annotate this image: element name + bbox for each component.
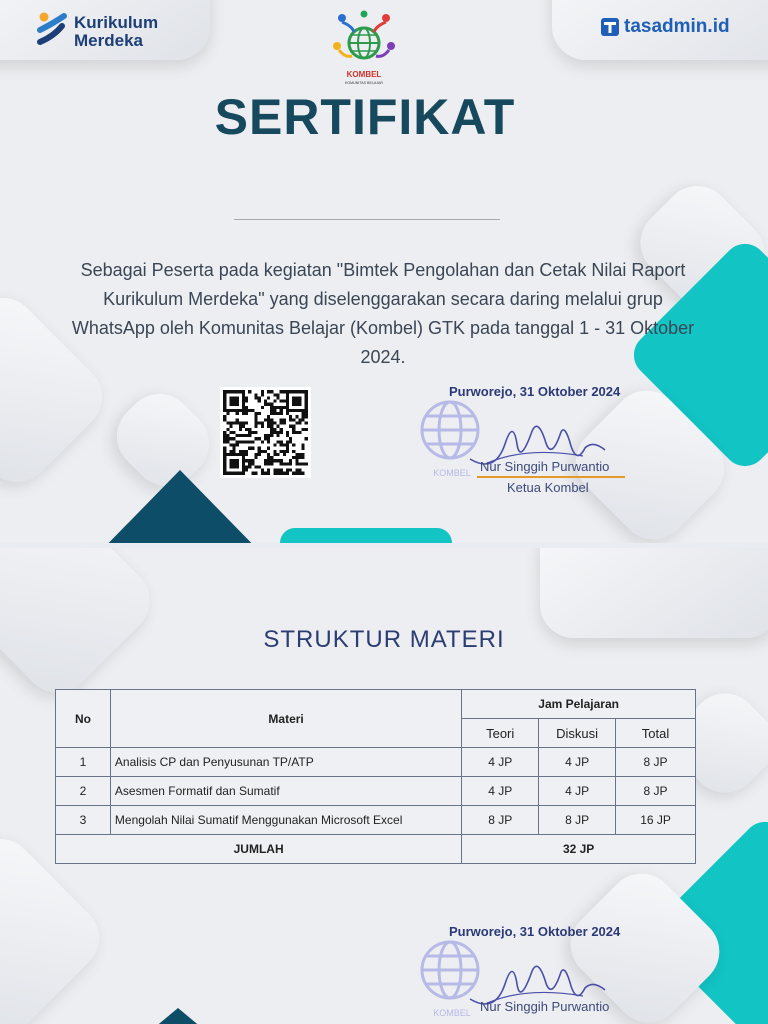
merdeka-text: Merdeka bbox=[74, 31, 143, 50]
cell-materi: Asesmen Formatif dan Sumatif bbox=[110, 777, 461, 806]
qr-code bbox=[220, 387, 311, 478]
certificate-body: Sebagai Peserta pada kegiatan "Bimtek Pengolahan dan Cetak Nilai Raport Kurikulum Merdeka" yang diselenggarakan secara daring melalui grup WhatsApp oleh Komunitas Belajar (Kombel) GTK pada tanggal 1 - 31 Oktober 2024. bbox=[71, 260, 695, 367]
signature-place-date: Purworejo, 31 Oktober 2024 bbox=[449, 924, 621, 939]
stamp-label: KOMBEL bbox=[433, 1008, 471, 1018]
tasadmin-icon bbox=[600, 17, 620, 37]
signer-role: Ketua Kombel bbox=[507, 480, 589, 495]
table-row bbox=[56, 777, 696, 806]
structure-title: STRUKTUR MATERI bbox=[263, 626, 505, 653]
decor-triangle-navy bbox=[92, 470, 268, 543]
cell-teori: 4 JP bbox=[462, 748, 539, 777]
table-row bbox=[56, 748, 696, 777]
signature-place-date: Purworejo, 31 Oktober 2024 bbox=[449, 384, 621, 399]
cell-no: 2 bbox=[56, 777, 111, 806]
cell-total: 8 JP bbox=[616, 777, 696, 806]
header-teori: Teori bbox=[462, 719, 539, 748]
jumlah-value: 32 JP bbox=[462, 835, 696, 864]
stamp-label: KOMBEL bbox=[433, 468, 471, 478]
cell-total: 8 JP bbox=[616, 748, 696, 777]
header-diskusi: Diskusi bbox=[539, 719, 616, 748]
jumlah-label: JUMLAH bbox=[56, 835, 462, 864]
kombel-logo bbox=[330, 10, 398, 88]
header-no: No bbox=[56, 690, 111, 748]
header-materi: Materi bbox=[110, 690, 461, 748]
title-divider bbox=[234, 219, 500, 220]
cell-materi: Mengolah Nilai Sumatif Menggunakan Microsoft Excel bbox=[110, 806, 461, 835]
kurikulum-merdeka-logo bbox=[36, 10, 158, 54]
signer-name: Nur Singgih Purwantio bbox=[480, 999, 610, 1014]
cell-no: 3 bbox=[56, 806, 111, 835]
header-total: Total bbox=[616, 719, 696, 748]
signature-underline bbox=[477, 476, 625, 478]
cell-diskusi: 4 JP bbox=[539, 777, 616, 806]
kurikulum-merdeka-icon bbox=[36, 10, 68, 54]
certificate-title: SERTIFIKAT bbox=[214, 89, 516, 145]
header-jam-pelajaran: Jam Pelajaran bbox=[462, 690, 696, 719]
table-header-row bbox=[56, 690, 696, 719]
qr-modules bbox=[223, 390, 308, 475]
signer-name: Nur Singgih Purwantio bbox=[480, 459, 610, 474]
cell-teori: 8 JP bbox=[462, 806, 539, 835]
table-total-row bbox=[56, 835, 696, 864]
cell-no: 1 bbox=[56, 748, 111, 777]
decor-bar-teal bbox=[280, 528, 452, 543]
structure-table bbox=[55, 689, 696, 864]
decor-card bbox=[103, 380, 223, 500]
signature-block-2 bbox=[405, 924, 665, 1024]
tasadmin-text: tasadmin.id bbox=[624, 16, 730, 37]
decor-card bbox=[540, 548, 768, 638]
cell-diskusi: 8 JP bbox=[539, 806, 616, 835]
decor-triangle-navy bbox=[130, 1008, 226, 1024]
kombel-logo-label: KOMBEL bbox=[346, 70, 382, 79]
cell-total: 16 JP bbox=[616, 806, 696, 835]
kurikulum-text: Kurikulum bbox=[74, 13, 159, 32]
cell-teori: 4 JP bbox=[462, 777, 539, 806]
cell-materi: Analisis CP dan Penyusunan TP/ATP bbox=[110, 748, 461, 777]
signature-block bbox=[405, 384, 665, 499]
table-row bbox=[56, 806, 696, 835]
kombel-logo-sub: KOMUNITAS BELAJAR bbox=[344, 81, 384, 85]
cell-diskusi: 4 JP bbox=[539, 748, 616, 777]
tasadmin-logo bbox=[600, 16, 730, 38]
